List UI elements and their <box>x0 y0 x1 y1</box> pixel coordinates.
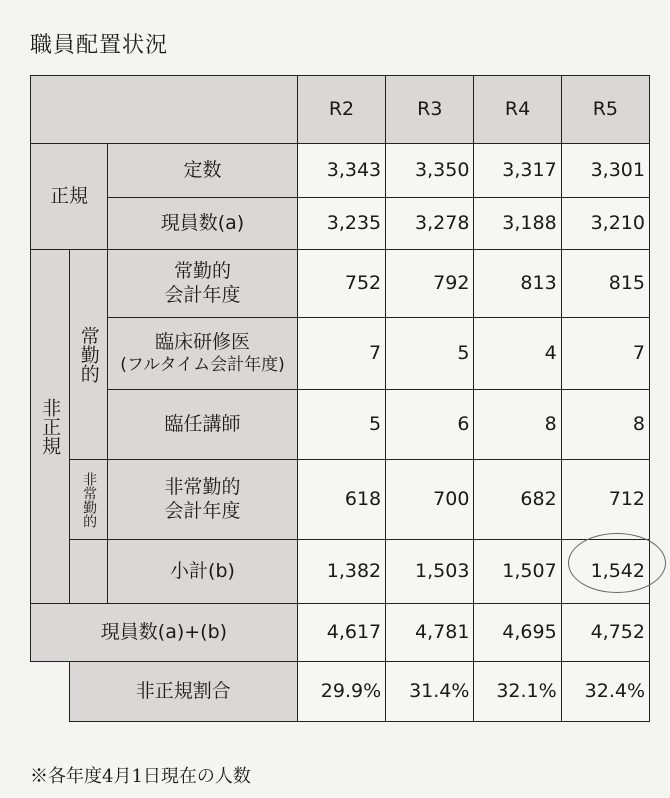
table-cell: 5 <box>297 390 385 460</box>
column-header: R3 <box>386 76 474 144</box>
subgroup-label-text: 常勤的 <box>77 326 100 383</box>
table-cell: 1,382 <box>297 540 385 604</box>
row-label-line: 非常勤的 <box>164 475 241 498</box>
row-label-line: 臨床研修医 <box>154 331 250 353</box>
table-cell: 4 <box>474 318 561 390</box>
header-corner <box>31 76 298 144</box>
row-label-line: 常勤的 <box>173 259 231 282</box>
row-label <box>108 250 298 318</box>
row-label-line: (フルタイム会計年度) <box>120 354 285 375</box>
table-cell: 3,343 <box>297 144 385 198</box>
row-label: 非正規割合 <box>69 662 297 722</box>
table-cell: 1,507 <box>474 540 561 604</box>
table-cell: 4,752 <box>561 604 649 662</box>
table-cell: 3,301 <box>561 144 649 198</box>
subgroup-label-text: 非常勤的 <box>81 471 98 528</box>
subgroup-label-hijokin <box>69 460 108 540</box>
table-cell: 6 <box>386 390 474 460</box>
table-cell: 4,781 <box>386 604 474 662</box>
table-cell: 8 <box>474 390 561 460</box>
table-cell: 3,278 <box>386 198 474 250</box>
table-cell: 682 <box>474 460 561 540</box>
staff-allocation-table <box>30 75 650 722</box>
row-label <box>108 318 298 390</box>
table-cell: 815 <box>561 250 649 318</box>
table-cell: 31.4% <box>386 662 474 722</box>
table-cell: 813 <box>474 250 561 318</box>
group-label-hiseiki <box>31 250 70 604</box>
column-header: R4 <box>474 76 561 144</box>
table-cell: 3,235 <box>297 198 385 250</box>
row-label <box>108 460 298 540</box>
table-cell: 32.4% <box>561 662 649 722</box>
row-label: 現員数(a) <box>108 198 298 250</box>
table-cell: 32.1% <box>474 662 561 722</box>
row-label-line: 会計年度 <box>164 283 241 306</box>
row-label: 臨任講師 <box>108 390 298 460</box>
table-cell: 29.9% <box>297 662 385 722</box>
table-cell: 4,695 <box>474 604 561 662</box>
table-cell: 1,503 <box>386 540 474 604</box>
group-label-text: 正規 <box>50 185 89 208</box>
column-header: R5 <box>561 76 649 144</box>
table-cell: 792 <box>386 250 474 318</box>
table-cell: 712 <box>561 460 649 540</box>
row-label-line: 会計年度 <box>164 499 241 522</box>
row-label: 現員数(a)+(b) <box>31 604 298 662</box>
group-label-seiki <box>31 144 108 250</box>
table-cell: 3,188 <box>474 198 561 250</box>
table-cell: 752 <box>297 250 385 318</box>
table-cell: 3,317 <box>474 144 561 198</box>
column-header: R2 <box>297 76 385 144</box>
subtotal-spacer <box>69 540 108 604</box>
table-cell: 3,350 <box>386 144 474 198</box>
table-cell: 7 <box>297 318 385 390</box>
subgroup-label-jokin <box>69 250 108 460</box>
table-cell: 1,542 <box>561 540 649 604</box>
page-title: 職員配置状況 <box>30 33 169 58</box>
table-cell: 3,210 <box>561 198 649 250</box>
footnote: ※各年度4月1日現在の人数 <box>30 766 251 787</box>
row-label: 定数 <box>108 144 298 198</box>
table-cell: 4,617 <box>297 604 385 662</box>
table-cell: 7 <box>561 318 649 390</box>
table-cell: 5 <box>386 318 474 390</box>
ratio-spacer <box>31 662 70 722</box>
group-label-text: 非正規 <box>39 398 62 455</box>
table-cell: 8 <box>561 390 649 460</box>
row-label: 小計(b) <box>108 540 298 604</box>
table-cell: 618 <box>297 460 385 540</box>
table-cell: 700 <box>386 460 474 540</box>
